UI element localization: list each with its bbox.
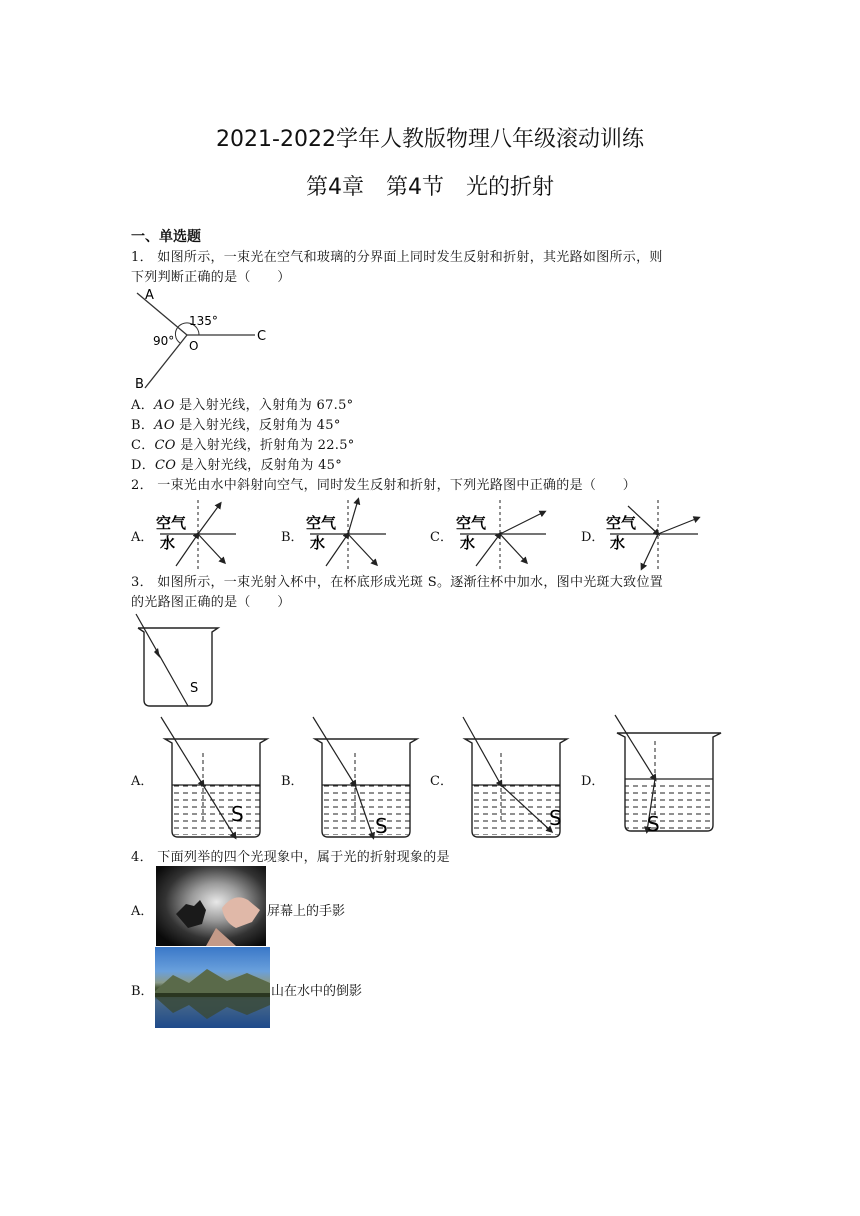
- refracted-ray: [348, 500, 358, 534]
- air-label: 空气: [606, 514, 637, 532]
- water: [322, 785, 410, 835]
- q1-option-a[interactable]: A．AO 是入射光线，入射角为 67.5°: [131, 398, 354, 413]
- mountain-reflection: [155, 997, 270, 1019]
- arrow-head: [154, 648, 160, 658]
- spot-label: S: [549, 806, 562, 830]
- label-a: A: [145, 288, 154, 303]
- incident-ray: [176, 534, 198, 566]
- incident-ray: [463, 717, 501, 785]
- q1-option-c[interactable]: C．CO 是入射光线，折射角为 22.5°: [131, 438, 355, 453]
- q3-stem-line1: 3． 如图所示，一束光射入杯中，在杯底形成光斑 S。逐渐往杯中加水，图中光斑大致位置: [131, 575, 664, 590]
- incident-ray: [161, 717, 203, 785]
- q3-option-a-diagram[interactable]: [155, 713, 270, 845]
- reflected-ray: [500, 534, 526, 562]
- q2-option-d-diagram[interactable]: [602, 496, 702, 574]
- q2-option-a-label[interactable]: A．: [131, 530, 154, 545]
- air-label: 空气: [306, 514, 337, 532]
- q1-figure: [125, 285, 285, 395]
- spot-label: S: [231, 802, 244, 826]
- water-label: 水: [460, 534, 476, 552]
- q2-option-c-label[interactable]: C．: [430, 530, 453, 545]
- label-c: C: [257, 329, 267, 344]
- mountain-reflection-photo: [155, 947, 270, 1028]
- angle-arc-90: [175, 327, 180, 343]
- water: [172, 785, 260, 835]
- q3-stem-line2: 的光路图正确的是（ ）: [131, 595, 291, 610]
- spot-label: S: [375, 814, 388, 838]
- q2-option-b-diagram[interactable]: [302, 496, 392, 574]
- q3-option-d-label[interactable]: D．: [581, 774, 605, 789]
- q4-option-b-text[interactable]: 山在水中的倒影: [271, 984, 363, 999]
- water-label: 水: [310, 534, 326, 552]
- q1-stem-line2: 下列判断正确的是（ ）: [131, 270, 291, 285]
- reflected-ray: [642, 534, 658, 568]
- label-o: O: [189, 339, 199, 353]
- refracted-ray: [658, 518, 698, 534]
- q4-option-a-key[interactable]: A．: [131, 904, 154, 919]
- q3-option-c-diagram[interactable]: [455, 713, 570, 845]
- incident-ray: [326, 534, 348, 566]
- q3-empty-beaker: [130, 612, 225, 712]
- q3-option-a-label[interactable]: A．: [131, 774, 154, 789]
- hand-shadow-shapes: [156, 866, 266, 946]
- mountain-shapes: [155, 947, 270, 1028]
- q2-option-a-diagram[interactable]: [152, 496, 242, 574]
- hand-shape: [222, 897, 260, 928]
- arm-shape: [206, 928, 236, 946]
- water-label: 水: [160, 534, 176, 552]
- q1-stem-line1: 1． 如图所示，一束光在空气和玻璃的分界面上同时发生反射和折射，其光路如图所示，则: [131, 250, 663, 265]
- q3-option-c-label[interactable]: C．: [430, 774, 453, 789]
- q1-option-d[interactable]: D．CO 是入射光线，反射角为 45°: [131, 458, 343, 473]
- reflected-ray: [198, 534, 224, 562]
- air-label: 空气: [156, 514, 187, 532]
- incident-ray: [313, 717, 355, 785]
- page-subtitle: 第4章 第4节 光的折射: [306, 175, 554, 200]
- q1-option-b[interactable]: B．AO 是入射光线，反射角为 45°: [131, 418, 341, 433]
- section-title: 一、单选题: [131, 229, 201, 245]
- q4-stem: 4． 下面列举的四个光现象中，属于光的折射现象的是: [131, 850, 450, 865]
- spot-label: S: [190, 681, 199, 696]
- spot-label: S: [647, 812, 660, 836]
- q2-option-d-label[interactable]: D．: [581, 530, 605, 545]
- q2-option-b-label[interactable]: B．: [281, 530, 304, 545]
- q3-option-b-diagram[interactable]: [305, 713, 420, 845]
- angle-135-label: 135°: [189, 314, 218, 328]
- q3-option-b-label[interactable]: B．: [281, 774, 304, 789]
- shadow-shape: [176, 900, 206, 928]
- reflected-ray: [348, 534, 376, 564]
- shoreline: [155, 993, 270, 997]
- water-label: 水: [610, 534, 626, 552]
- q4-option-a-text[interactable]: 屏幕上的手影: [267, 904, 346, 919]
- page-title: 2021-2022学年人教版物理八年级滚动训练: [216, 127, 644, 152]
- label-b: B: [135, 377, 144, 392]
- q4-option-b-key[interactable]: B．: [131, 984, 154, 999]
- q3-option-d-diagram[interactable]: [605, 713, 725, 839]
- incident-ray: [615, 715, 655, 779]
- incident-ray: [476, 534, 500, 566]
- angle-90-label: 90°: [153, 334, 175, 348]
- q2-stem: 2． 一束光由水中斜射向空气，同时发生反射和折射，下列光路图中正确的是（ ）: [131, 478, 637, 493]
- hand-shadow-photo: [156, 866, 266, 946]
- refracted-ray: [198, 504, 220, 534]
- refracted-ray: [500, 512, 544, 534]
- water: [625, 779, 713, 829]
- mountain: [155, 969, 270, 993]
- q2-option-c-diagram[interactable]: [452, 496, 552, 574]
- air-label: 空气: [456, 514, 487, 532]
